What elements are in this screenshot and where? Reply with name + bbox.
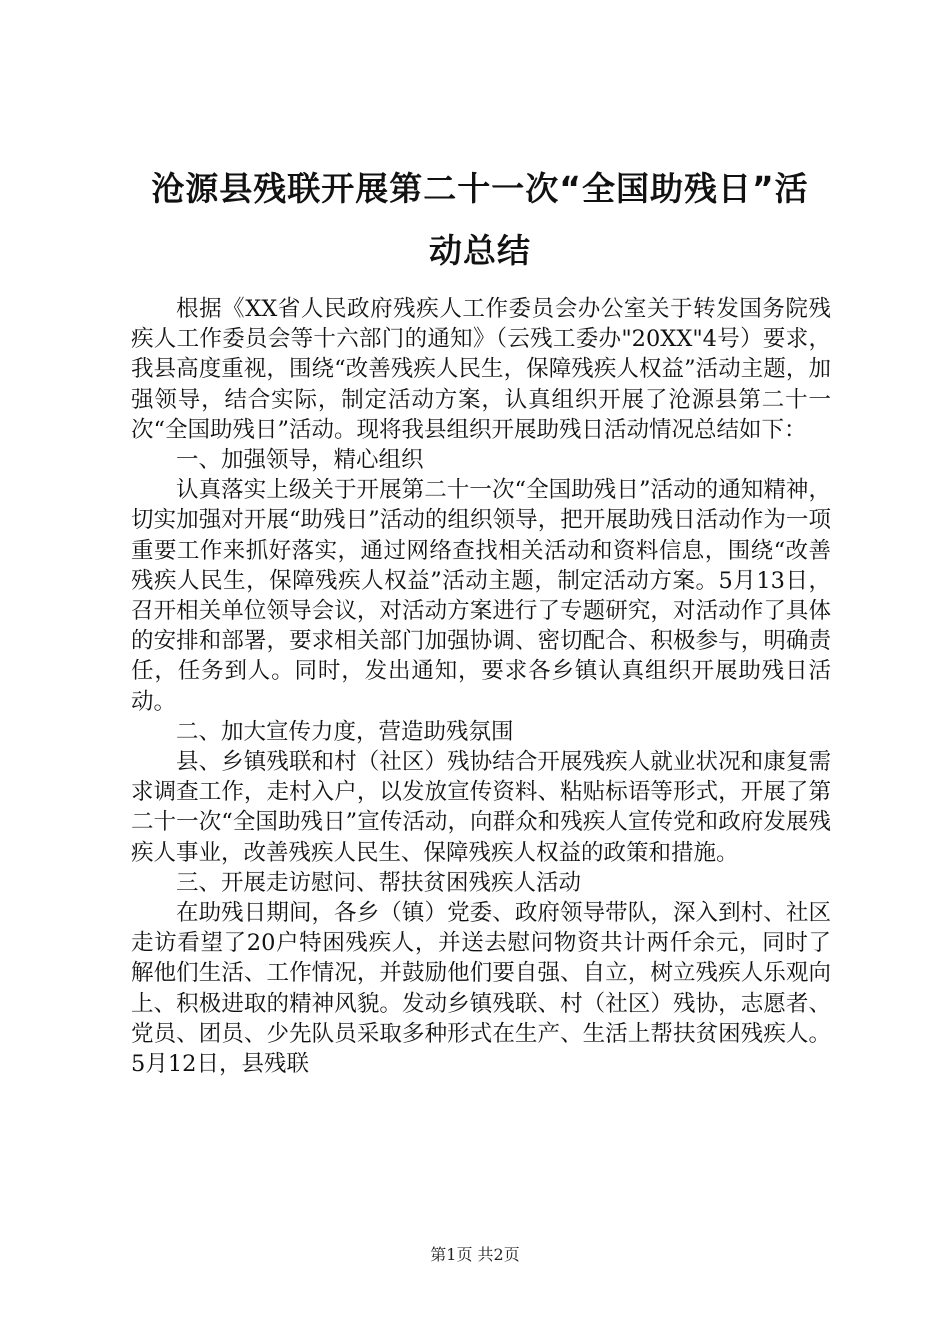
section-heading-3: 三、开展走访慰问、帮扶贫困残疾人活动 (176, 869, 582, 896)
title-line-1: 沧源县残联开展第二十一次“全国助残日”活 (151, 169, 809, 208)
section-heading-2: 二、加大宣传力度，营造助残氛围 (176, 718, 514, 745)
document-title (120, 158, 840, 282)
page-footer: 第1页 共2页 (430, 1245, 520, 1264)
section-heading-1: 一、加强领导，精心组织 (176, 447, 424, 474)
document-body (131, 294, 831, 1079)
section-paragraph-1: 认真落实上级关于开展第二十一次“全国助残日”活动的通知精神，切实加强对开展“助残日”活动的组织领导，把开展助残日活动作为一项重要工作来抓好落实，通过网络查找相关活动和资料信息，围绕“改善残疾人民生，保障残疾人权益”活动主题，制定活动方案。5月13日，召开相关单位领导会议，对活动方案进行了专题研究，对活动作了具体的安排和部署，要求相关部门加强协调、密切配合、积极参与，明确责任，任务到人。同时，发出通知，要求各乡镇认真组织开展助残日活动。 (131, 477, 831, 715)
intro-paragraph: 根据《XX省人民政府残疾人工作委员会办公室关于转发国务院残疾人工作委员会等十六部门的通知》（云残工委办"20XX"4号）要求，我县高度重视，围绕“改善残疾人民生，保障残疾人权益”活动主题，加强领导，结合实际，制定活动方案，认真组织开展了沧源县第二十一次“全国助残日”活动。现将我县组织开展助残日活动情况总结如下： (131, 296, 831, 443)
section-paragraph-3: 在助残日期间，各乡（镇）党委、政府领导带队，深入到村、社区走访看望了20户特困残疾人，并送去慰问物资共计两仟余元，同时了解他们生活、工作情况，并鼓励他们要自强、自立，树立残疾人乐观向上、积极进取的精神风貌。发动乡镇残联、村（社区）残协，志愿者、党员、团员、少先队员采取多种形式在生产、生活上帮扶贫困残疾人。5月12日，县残联 (131, 900, 831, 1078)
title-line-2: 动总结 (429, 231, 531, 270)
section-paragraph-2: 县、乡镇残联和村（社区）残协结合开展残疾人就业状况和康复需求调查工作，走村入户，以发放宣传资料、粘贴标语等形式，开展了第二十一次“全国助残日”宣传活动，向群众和残疾人宣传党和政府发展残疾人事业，改善残疾人民生、保障残疾人权益的政策和措施。 (131, 749, 831, 866)
